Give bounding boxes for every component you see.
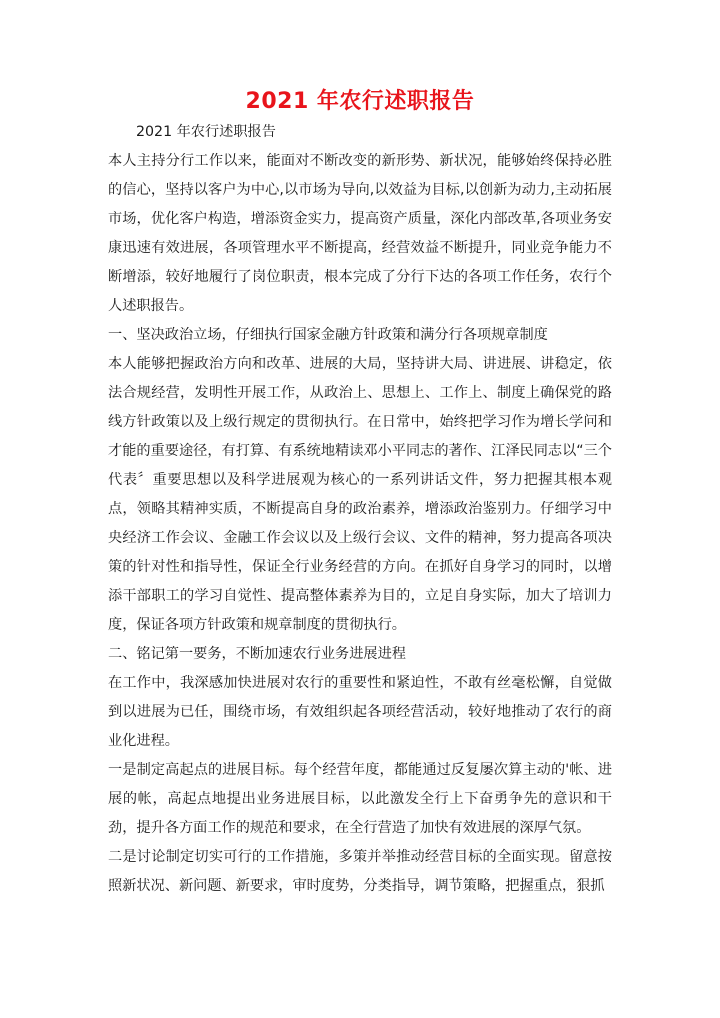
subtitle-paragraph: 2021 年农行述职报告 (136, 124, 276, 140)
point-2-paragraph: 二是讨论制定切实可行的工作措施，多策并举推动经营目标的全面实现。留意按照新状况、新问题、新要求，审时度势，分类指导，调节策略，把握重点，狠抓 (108, 849, 612, 894)
intro-paragraph: 本人主持分行工作以来，能面对不断改变的新形势、新状况，能够始终保持必胜的信心，坚持以客户为中心,以市场为导向,以效益为目标,以创新为动力,主动拓展市场，优化客户构造，增添资金实力，提高资产质量，深化内部改革,各项业务安康迅速有效进展，各项管理水平不断提高，经营效益不断提升，同业竞争能力不断增添，较好地履行了岗位职责，根本完成了分行下达的各项工作任务，农行个人述职报告。 (108, 153, 612, 314)
section-2-paragraph: 在工作中，我深感加快进展对农行的重要性和紧迫性，不敢有丝毫松懈，自觉做到以进展为已任，围绕市场，有效组织起各项经营活动，较好地推动了农行的商业化进程。 (108, 675, 612, 749)
section-1-paragraph: 本人能够把握政治方向和改革、进展的大局，坚持讲大局、讲进展、讲稳定，依法合规经营，发明性开展工作，从政治上、思想上、工作上、制度上确保党的路线方针政策以及上级行规定的贯彻执行。在日常中，始终把学习作为增长学问和才能的重要途径，有打算、有系统地精读邓小平同志的著作、江泽民同志以“三个代表〞重要思想以及科学进展观为核心的一系列讲话文件，努力把握其根本观点，领略其精神实质，不断提高自身的政治素养，增添政治鉴别力。仔细学习中央经济工作会议、金融工作会议以及上级行会议、文件的精神，努力提高各项决策的针对性和指导性，保证全行业务经营的方向。在抓好自身学习的同时，以增添干部职工的学习自觉性、提高整体素养为目的，立足自身实际，加大了培训力度，保证各项方针政策和规章制度的贯彻执行。 (108, 356, 612, 633)
section-heading-1: 一、坚决政治立场，仔细执行国家金融方针政策和满分行各项规章制度 (108, 327, 548, 343)
document-body (108, 118, 612, 901)
section-heading-2: 二、铭记第一要务，不断加速农行业务进展进程 (108, 646, 406, 662)
document-title: 2021 年农行述职报告 (245, 89, 475, 114)
point-1-paragraph: 一是制定高起点的进展目标。每个经营年度，都能通过反复屡次算主动的'帐、进展的帐，高起点地提出业务进展目标，以此激发全行上下奋勇争先的意识和干劲，提升各方面工作的规范和要求，在全行营造了加快有效进展的深厚气氛。 (108, 762, 612, 836)
